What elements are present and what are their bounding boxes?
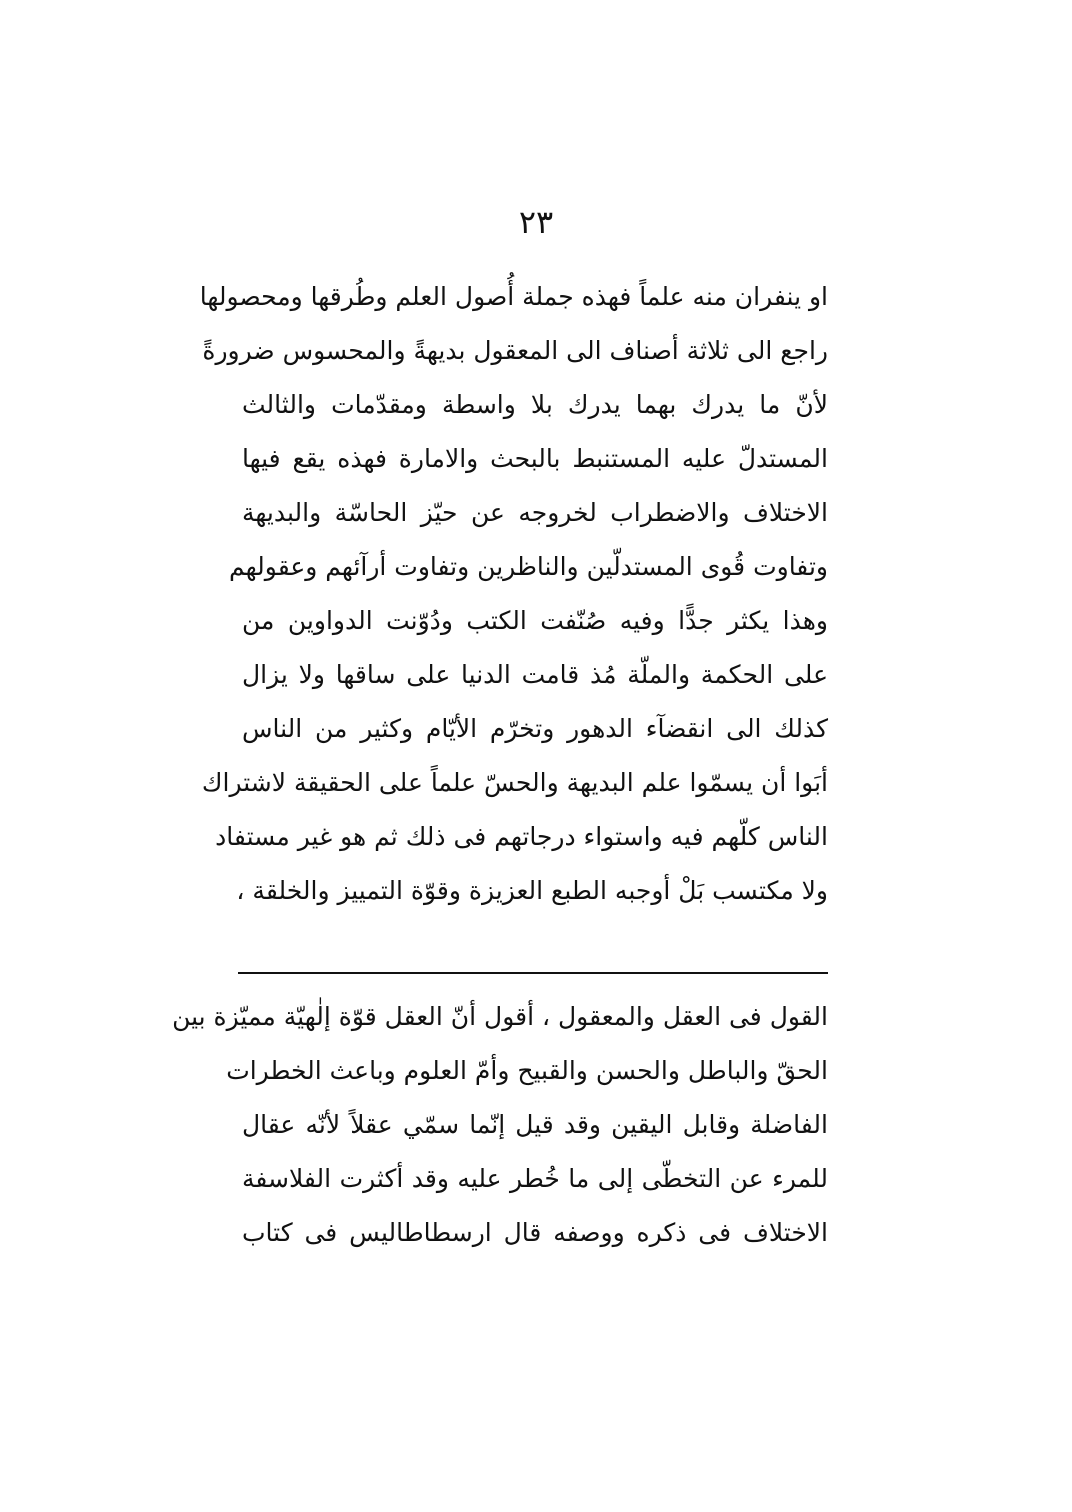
text-line: وتفاوت قُوى المستدلّين والناظرين وتفاوت أرآئهم وعقولهم — [229, 552, 828, 581]
text-line: او ينفران منه علماً فهذه جملة أُصول العلم وطُرقها ومحصولها — [199, 282, 828, 311]
paragraph-2 — [172, 990, 828, 1260]
text-line: الفاضلة وقابل اليقين وقد قيل إنّما سمّي عقلاً لأنّه عقال — [242, 1110, 828, 1139]
text-line: ولا مكتسب بَلْ أوجبه الطبع العزيزة وقوّة التمييز والخلقة ، — [236, 876, 828, 905]
text-line: للمرء عن التخطّى إلى ما خُطر عليه وقد أكثرت الفلاسفة — [242, 1164, 828, 1193]
text-line: وهذا يكثر جدًّا وفيه صُنّفت الكتب ودُوّنت الدواوين من — [242, 606, 828, 635]
text-line: أبَوا أن يسمّوا علم البديهة والحسّ علماً على الحقيقة لاشتراك — [201, 768, 828, 797]
text-line: الاختلاف فى ذكره ووصفه قال ارسطاطاليس فى كتاب — [242, 1218, 828, 1247]
text-line: كذلك الى انقضآء الدهور وتخرّم الأيّام وكثير من الناس — [242, 714, 828, 743]
text-line: لأنّ ما يدرك بهما يدرك بلا واسطة ومقدّمات والثالث — [242, 390, 828, 419]
text-line: على الحكمة والملّة مُذ قامت الدنيا على ساقها ولا يزال — [242, 660, 828, 689]
paragraph-1 — [199, 270, 828, 918]
text-line: الحقّ والباطل والحسن والقبيح وأمّ العلوم وباعث الخطرات — [226, 1056, 828, 1085]
section-divider — [238, 972, 828, 974]
text-line: القول فى العقل والمعقول ، أقول أنّ العقل قوّة إلٰهيّة مميّزة بين — [172, 1002, 828, 1031]
text-line: الاختلاف والاضطراب لخروجه عن حيّز الحاسّة والبديهة — [242, 498, 828, 527]
text-line: الناس كلّهم فيه واستواء درجاتهم فى ذلك ثم هو غير مستفاد — [215, 822, 828, 851]
text-line: راجع الى ثلاثة أصناف الى المعقول بديهةً والمحسوس ضرورةً — [202, 336, 828, 365]
page-number: ٢٣ — [518, 203, 554, 241]
text-line: المستدلّ عليه المستنبط بالبحث والامارة فهذه يقع فيها — [242, 444, 828, 473]
